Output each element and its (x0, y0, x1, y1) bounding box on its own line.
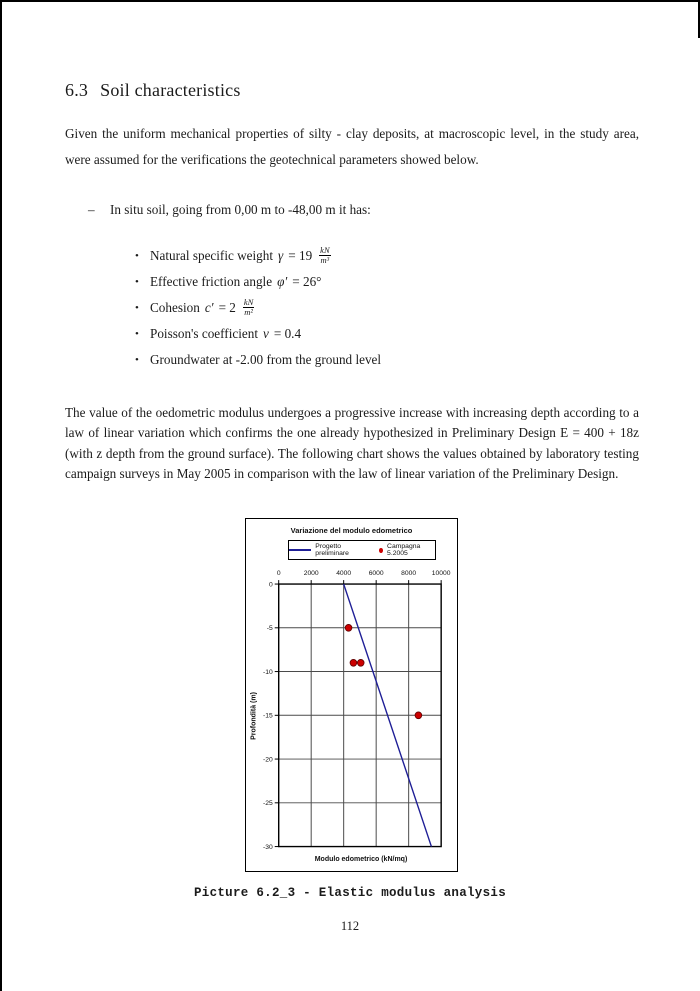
x-tick-label: 10000 (431, 570, 451, 578)
legend-label-scatter: Campagna 5.2005 (387, 543, 421, 557)
page-number: 112 (340, 919, 360, 933)
bullet-value: = 26° (292, 273, 322, 289)
bullet-icon: • (135, 301, 139, 314)
section-title: Soil characteristics (100, 80, 241, 100)
x-tick-label: 8000 (401, 570, 417, 578)
data-point (350, 659, 357, 666)
math-symbol: ν (263, 325, 269, 341)
figure-caption: Picture 6.2_3 - Elastic modulus analysis (193, 886, 507, 900)
data-point (345, 624, 352, 631)
bullet-icon: • (135, 353, 139, 366)
fraction-numerator: kN (320, 245, 330, 255)
bullet-text: Groundwater at -2.00 from the ground level (150, 351, 382, 367)
list-item (135, 323, 386, 344)
data-point (415, 712, 422, 719)
x-tick-label: 0 (276, 570, 281, 578)
dash-list-item (88, 202, 371, 218)
bullet-value: = 2 (218, 299, 236, 315)
x-tick-label: 4000 (336, 570, 352, 578)
scan-edge-left (0, 0, 2, 991)
fraction-numerator: kN (243, 297, 254, 307)
bullet-icon: • (135, 327, 139, 340)
unit-fraction (319, 246, 330, 265)
bullet-icon: • (135, 275, 139, 288)
y-axis-label: Profondità (m) (250, 692, 258, 740)
bullet-text: Natural specific weight (150, 247, 274, 263)
math-symbol: φ′ (277, 273, 288, 289)
bullet-icon: • (135, 249, 139, 262)
bullet-text: Poisson's coefficient (150, 325, 258, 341)
unit-fraction (243, 298, 254, 317)
bullet-text: Effective friction angle (150, 273, 273, 289)
section-number: 6.3 (65, 80, 89, 100)
math-symbol: γ (278, 247, 284, 263)
chart-plot-area (246, 519, 457, 871)
legend-label-line: Progetto preliminare (315, 543, 349, 557)
chart-title: Variazione del modulo edometrico (290, 526, 413, 535)
fraction-denominator: m² (244, 307, 253, 317)
parameter-list (135, 245, 386, 370)
bullet-text: Cohesion (150, 299, 200, 315)
section-heading (65, 80, 241, 101)
fraction-denominator: m³ (320, 255, 330, 265)
dash-marker: – (88, 202, 95, 217)
paragraph-modulus: The value of the oedometric modulus undergoes a progressive increase with increasing depth according to a law of linear variation which confirms the one already hypothesized in Preliminary Design E = 400 + 18z (with z depth from the ground surface). The following chart shows the values obtained by laboratory testing campaign surveys in May 2005 in comparison with the law of linear variation of the Preliminary Design. (65, 405, 639, 482)
data-point (357, 659, 364, 666)
list-item (135, 297, 386, 318)
y-tick-label: -15 (263, 712, 273, 720)
y-tick-label: -20 (263, 756, 273, 764)
bullet-value: = 0.4 (273, 325, 302, 341)
list-item (135, 245, 386, 266)
y-tick-label: -10 (263, 668, 273, 676)
list-item (135, 349, 386, 370)
bullet-value: = 19 (288, 247, 313, 263)
dash-list-text: In situ soil, going from 0,00 m to -48,00 m it has: (110, 202, 371, 217)
y-tick-label: -5 (266, 625, 273, 633)
x-tick-label: 2000 (303, 570, 319, 578)
y-tick-label: -25 (263, 800, 273, 808)
oedometric-modulus-chart (245, 518, 458, 872)
scan-edge-top (0, 0, 700, 2)
x-tick-label: 6000 (368, 570, 384, 578)
y-tick-label: 0 (268, 581, 273, 589)
paragraph-intro: Given the uniform mechanical properties of silty - clay deposits, at macroscopic level, in the study area, were assumed for the verifications the geotechnical parameters showed below. (65, 126, 639, 167)
list-item (135, 271, 386, 292)
x-axis-label: Modulo edometrico (kN/mq) (314, 856, 408, 863)
y-tick-label: -30 (263, 843, 273, 851)
math-symbol: c′ (204, 299, 214, 315)
